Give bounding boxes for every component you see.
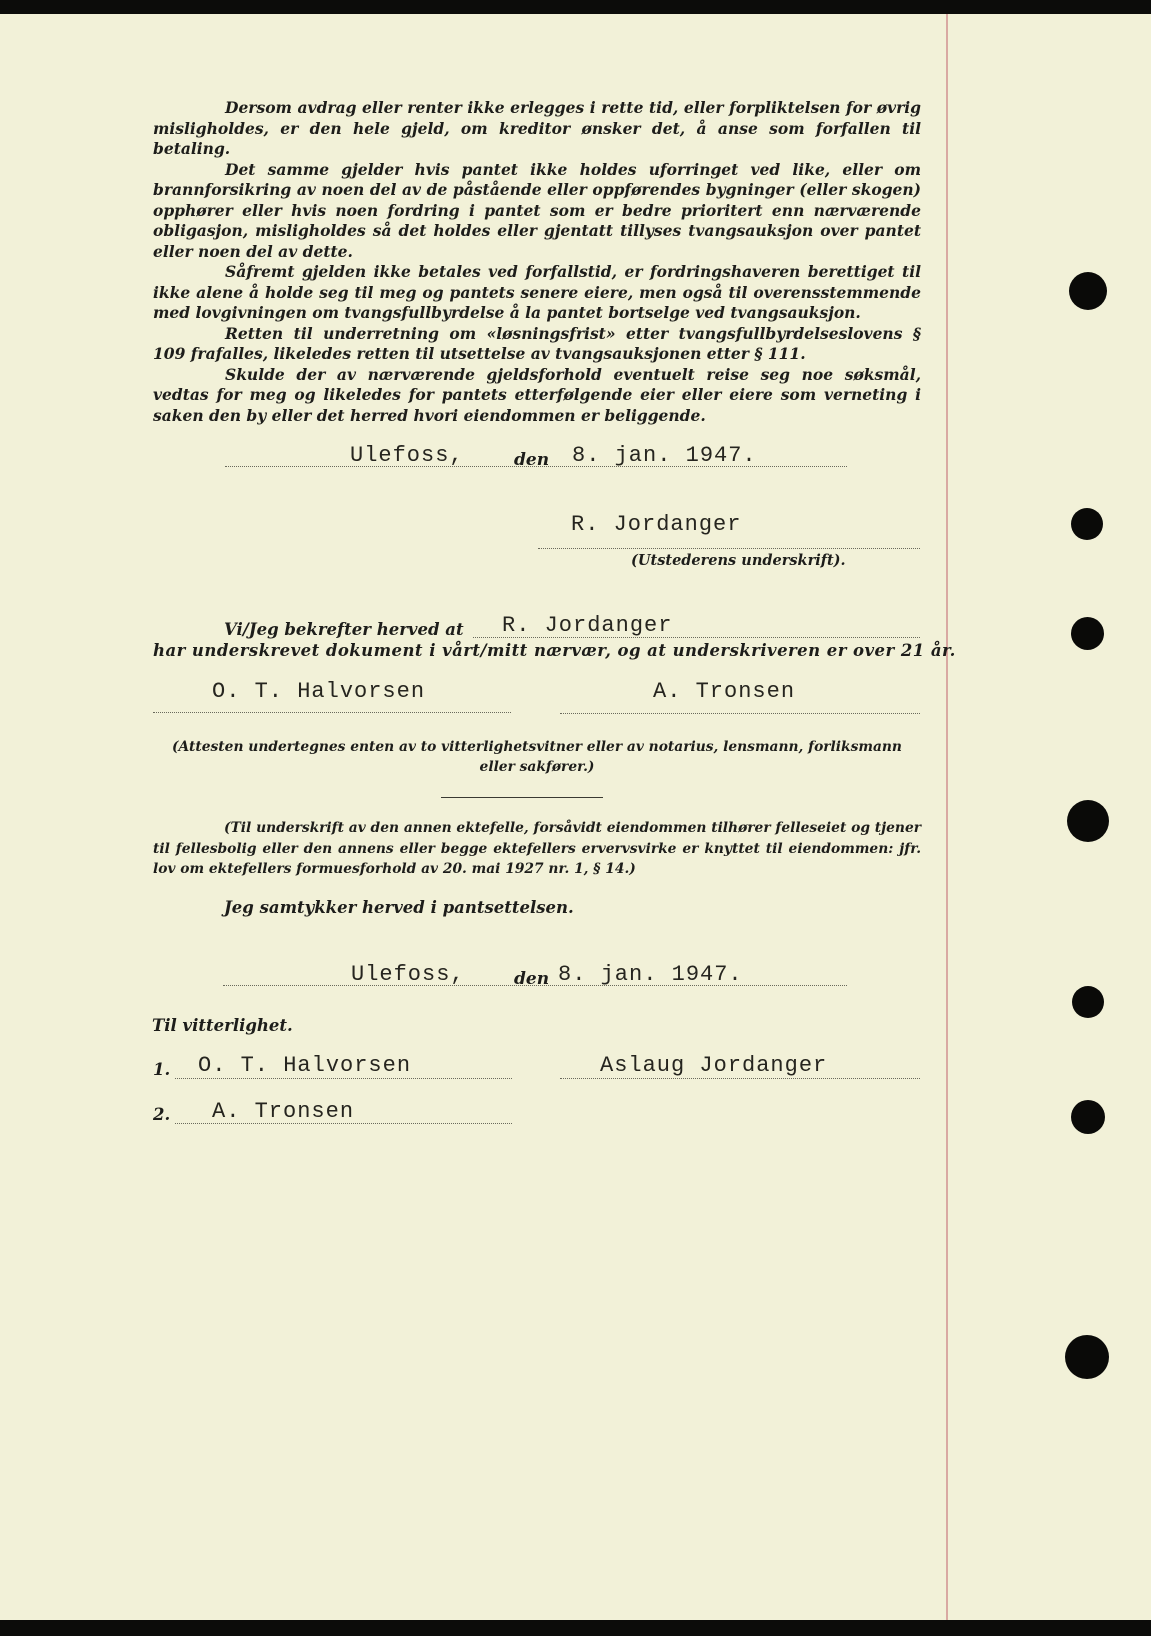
witness-number: 2. bbox=[153, 1105, 171, 1124]
signature-line bbox=[538, 548, 920, 549]
witness-1-line bbox=[153, 712, 511, 713]
spouse-consent: Jeg samtykker herved i pantsettelsen. bbox=[224, 898, 574, 917]
issue-date: 8. jan. 1947. bbox=[572, 443, 757, 468]
spouse-date: 8. jan. 1947. bbox=[558, 962, 743, 987]
attested-name: R. Jordanger bbox=[502, 613, 673, 638]
clause-paragraph: Såfremt gjelden ikke betales ved forfallstid, er fordringshaveren berettiget til ikke alene å holde seg til meg og pantets senere eiere, men også til overensstemmende med lovgivningen om tvangsfullbyrdelse å la pantet bortselge ved tvangsauksjon. bbox=[153, 262, 921, 322]
witness-1-signature: O. T. Halvorsen bbox=[212, 679, 426, 704]
spouse-witness-1: O. T. Halvorsen bbox=[198, 1053, 412, 1078]
spouse-witness-1-line bbox=[175, 1078, 512, 1079]
attested-name-line bbox=[473, 637, 920, 638]
attestation-statement: har underskrevet dokument i vårt/mitt nærvær, og at underskriveren er over 21 år. bbox=[153, 641, 956, 660]
spouse-signature-line bbox=[560, 1078, 920, 1079]
spouse-witness-2-line bbox=[175, 1123, 512, 1124]
attestation-prefix: Vi/Jeg bekrefter herved at bbox=[224, 620, 464, 639]
scan-top-border bbox=[0, 0, 1151, 14]
margin-rule bbox=[946, 14, 948, 1620]
spouse-signature: Aslaug Jordanger bbox=[600, 1053, 828, 1078]
clause-paragraph: Retten til underretning om «løsningsfrist» etter tvangsfullbyrdelseslovens § 109 frafalles, likeledes retten til utsettelse av tvangsauksjonen etter § 111. bbox=[153, 323, 921, 363]
spouse-place: Ulefoss, bbox=[351, 962, 465, 987]
witness-2-signature: A. Tronsen bbox=[653, 679, 796, 704]
punch-hole bbox=[1067, 800, 1109, 842]
punch-hole bbox=[1071, 1100, 1105, 1134]
witness-2-line bbox=[560, 713, 920, 714]
clause-paragraph: Det samme gjelder hvis pantet ikke holdes uforringet ved like, eller om brannforsikring av noen del av de påstående eller oppførendes bygninger (eller skogen) opphører eller hvis noen fordring i pantet som er bedre prioritert enn nærværende obligasjon, misligholdes så det holdes eller gjentatt tillyses tvangsauksjon over pantet eller noen del av dette. bbox=[153, 159, 921, 261]
den-label: den bbox=[514, 450, 550, 470]
punch-hole bbox=[1072, 986, 1104, 1018]
clause-paragraph: Dersom avdrag eller renter ikke erlegges i rette tid, eller forpliktelsen for øvrig misligholdes, er den hele gjeld, om kreditor ønsker det, å anse som forfallen til betaling. bbox=[153, 98, 921, 158]
attestation-note: (Attesten undertegnes enten av to vitterlighetsvitner eller av notarius, lensmann, forliksmann eller sakfører.) bbox=[172, 739, 902, 775]
signature-caption: (Utstederens underskrift). bbox=[631, 552, 846, 569]
vitterlighet-label: Til vitterlighet. bbox=[152, 1016, 293, 1035]
spouse-note: (Til underskrift av den annen ektefelle, forsåvidt eiendommen tilhører felleseiet og tjener til fellesbolig eller den annens eller begge ektefellers ervervsvirke er knyttet til eiendommen: jfr. lov om ektefellers formuesforhold av 20. mai 1927 nr. 1, § 14.) bbox=[153, 820, 921, 877]
punch-hole bbox=[1069, 272, 1107, 310]
issuer-signature: R. Jordanger bbox=[571, 512, 742, 537]
punch-hole bbox=[1071, 508, 1103, 540]
punch-hole bbox=[1071, 617, 1104, 650]
section-divider bbox=[441, 797, 603, 798]
issue-place: Ulefoss, bbox=[350, 443, 464, 468]
legal-clauses bbox=[153, 98, 921, 426]
spouse-den-label: den bbox=[514, 969, 550, 989]
spouse-witness-2: A. Tronsen bbox=[212, 1099, 355, 1124]
punch-hole bbox=[1065, 1335, 1109, 1379]
witness-number: 1. bbox=[153, 1060, 171, 1079]
clause-paragraph: Skulde der av nærværende gjeldsforhold eventuelt reise seg noe søksmål, vedtas for meg og likeledes for pantets etterfølgende eier eller eiere som verneting i saken den by eller det herred hvori eiendommen er beliggende. bbox=[153, 364, 921, 425]
